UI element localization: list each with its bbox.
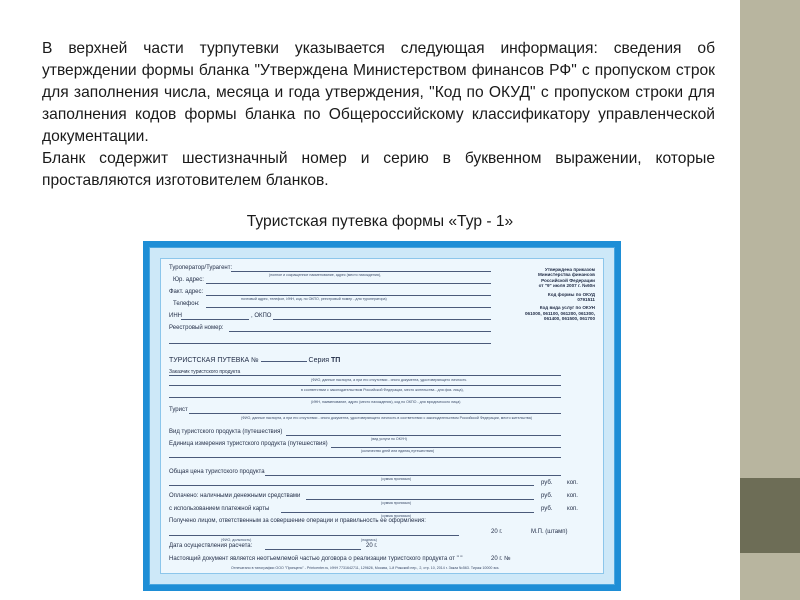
form-inn-label: ИНН <box>169 313 182 319</box>
okun-value: 061400, 061500, 061700 <box>543 316 595 322</box>
form-line <box>169 343 491 344</box>
paragraph-2: Бланк содержит шестизначный номер и серию в буквенном выражении, которые проставляются изготовителем бланков. <box>42 150 715 189</box>
form-legal-address-label: Юр. адрес: <box>173 277 204 283</box>
form-actual-address-label: Факт. адрес: <box>169 289 204 295</box>
total-kop: коп. <box>567 480 578 486</box>
form-line <box>181 319 249 320</box>
footer-note: Настоящий документ является неотъемлемой частью договора о реализации туристского продукта от " " <box>169 556 463 562</box>
slide-body-text <box>42 38 715 192</box>
form-line <box>169 485 534 486</box>
paid-card-rub: руб. <box>541 506 553 512</box>
form-line <box>265 475 561 476</box>
voucher-title <box>169 357 340 364</box>
form-phone-label: Телефон: <box>173 301 200 307</box>
total-price-label: Общая цена туристского продукта <box>169 469 265 475</box>
form-line <box>169 397 561 398</box>
form-registry-label: Реестровый номер: <box>169 325 224 331</box>
form-line <box>229 331 491 332</box>
paragraph-1: В верхней части турпутевки указывается следующая информация: сведения об утверждении формы бланка "Утверждена Министерством финансов РФ" с пропуском строк для заполнения числа, месяца и года утверждения, "Код по ОКУД" с пропуском строки для заполнения кодов формы бланка по Общероссийскому классификатору управленческой документации. <box>42 40 715 145</box>
customer-hint: (ФИО, данные паспорта, а при его отсутствии - иного документа, удостоверяющего личность <box>311 378 467 382</box>
form-line <box>189 413 561 414</box>
form-line <box>206 283 491 284</box>
responsible-hint-sign: (подпись) <box>361 538 377 542</box>
responsible-year: 20 г. <box>491 529 503 535</box>
approval-line: от "9" июля 2007 г. №60н <box>538 283 595 289</box>
tourist-label: Турист <box>169 407 188 413</box>
form-line <box>306 499 534 500</box>
mp-stamp: М.П. (штамп) <box>531 529 568 535</box>
okud-label: Код формы по ОКУД <box>547 291 595 297</box>
form-paper <box>160 258 604 574</box>
approval-line: Министерства финансов <box>538 272 595 278</box>
form-line <box>331 447 561 448</box>
paid-card-kop: коп. <box>567 506 578 512</box>
voucher-form-image <box>143 241 621 591</box>
form-line <box>169 535 459 536</box>
form-address-hint: почтовый адрес, телефон, ИНН, код. по ОКПО, реестровый номер - для туроператора) <box>241 297 387 301</box>
paid-cash-kop: коп. <box>567 493 578 499</box>
tourist-hint: (ФИО, данные паспорта, а при его отсутствии - иного документа, удостоверяющего личность в соответствии с законодательством Российской Федерации, место жительства) <box>241 416 532 420</box>
series-label: Серия <box>308 357 330 364</box>
form-line <box>206 295 491 296</box>
product-type-hint: (вид услуги по ОКУН) <box>371 437 407 441</box>
form-frame <box>149 247 615 585</box>
paid-card-label: с использованием платежной карты <box>169 506 270 512</box>
form-operator-label: Туроператор/Турагент: <box>169 265 233 271</box>
date-label: Дата осуществления расчета: <box>169 543 253 549</box>
responsible-hint-name: (ФИО, должность) <box>221 538 252 542</box>
customer-hint: (ИНН, наименование, адрес (место нахождения), код по ОКПО - для юридического лица) <box>311 400 461 404</box>
form-line <box>286 435 561 436</box>
form-line <box>231 271 491 272</box>
form-operator-hint: (полное и сокращенное наименование, адрес (место нахождения), <box>269 273 382 277</box>
series-value: ТП <box>331 357 341 364</box>
printer-note: Отпечатано в типографии ООО "Принцепс" - Printcenter.ru, ИНН 7731642711, 129626, Москва, 1-й Рижский пер., 2, стр. 10, 2014 г. Заказ №563. Тираж 10000 экз. <box>231 566 500 570</box>
form-line <box>265 549 361 550</box>
paid-cash-rub: руб. <box>541 493 553 499</box>
form-line <box>169 385 561 386</box>
footer-date: 20 г. № <box>491 556 511 562</box>
paid-cash-label: Оплачено: наличными денежными средствами <box>169 493 301 499</box>
okun-label: Код вида услуг по ОКУН <box>539 305 595 311</box>
form-line <box>281 512 534 513</box>
figure-caption: Туристская путевка формы «Тур - 1» <box>246 213 514 230</box>
sidebar-accent-block <box>740 478 800 553</box>
customer-label: Заказчик туристского продукта <box>169 369 241 375</box>
form-line <box>206 307 491 308</box>
date-year: 20 г. <box>366 543 378 549</box>
voucher-title-text: ТУРИСТСКАЯ ПУТЕВКА № <box>169 357 259 364</box>
form-approval-block <box>525 267 595 322</box>
product-type-label: Вид туристского продукта (путешествия) <box>169 429 283 435</box>
total-rub: руб. <box>541 480 553 486</box>
form-line <box>169 375 561 376</box>
responsible-label: Получено лицом, ответственным за совершение операции и правильность ее оформления: <box>169 518 426 524</box>
approval-line: Утверждена приказом <box>544 267 595 272</box>
approval-line: Российской Федерации <box>541 277 595 283</box>
paid-cash-hint: (сумма прописью) <box>381 501 412 505</box>
unit-hint: (количество дней или единиц путешествия) <box>361 449 435 453</box>
form-okpo-label: , ОКПО <box>251 313 272 319</box>
okun-value: 061000, 061100, 061200, 061300, <box>525 310 595 316</box>
customer-hint: в соответствии с законодательством Российской Федерации, место жительства - для физ. лица), <box>301 388 464 392</box>
voucher-number-blank <box>261 361 307 362</box>
form-line <box>273 319 491 320</box>
okud-value: 0791511 <box>577 297 595 303</box>
paid-card-hint: (сумма прописью) <box>381 514 412 518</box>
form-line <box>169 457 561 458</box>
unit-label: Единица измерения туристского продукта (путешествия) <box>169 441 328 447</box>
total-price-hint: (сумма прописью) <box>381 477 412 481</box>
